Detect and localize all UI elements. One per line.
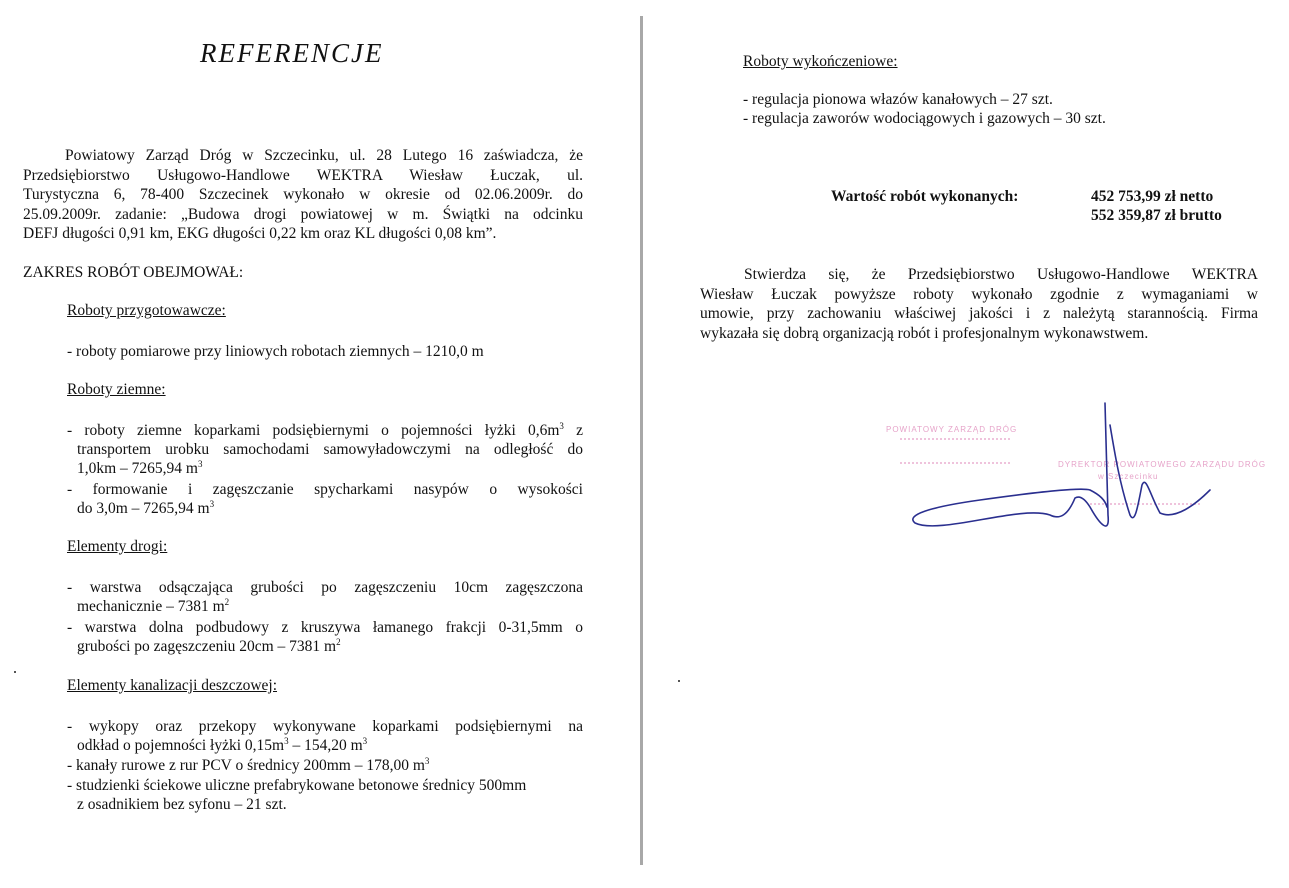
director-stamp: DYREKTOR POWIATOWEGO ZARZĄDU DRÓG xyxy=(1058,460,1267,469)
intro-paragraph xyxy=(23,146,583,244)
item-text: do 3,0m – 7265,94 m xyxy=(77,500,210,517)
section-heading-drainage: Elementy kanalizacji deszczowej: xyxy=(67,677,278,694)
list-item: - roboty pomiarowe przy liniowych robotach ziemnych – 1210,0 m xyxy=(67,343,484,360)
item-text: - roboty ziemne koparkami podsiębiernymi o pojemności łyżki 0,6m xyxy=(67,422,560,439)
conclusion-line: Stwierdza się, że Przedsiębiorstwo Usługowo-Handlowe WEKTRA xyxy=(744,266,1258,283)
list-item xyxy=(67,578,583,616)
conclusion-line: wykazała się dobrą organizacją robót i profesjonalnym wykonawstwem. xyxy=(700,324,1149,342)
list-item: - regulacja pionowa włazów kanałowych – 27 szt. xyxy=(743,91,1053,108)
list-item: - regulacja zaworów wodociągowych i gazowych – 30 szt. xyxy=(743,110,1106,127)
intro-line: Turystyczna 6, 78-400 Szczecinek wykonało w okresie od 02.06.2009r. do xyxy=(23,186,583,203)
signature xyxy=(900,395,1230,540)
section-heading-finishing: Roboty wykończeniowe: xyxy=(743,53,898,70)
list-item xyxy=(67,618,583,656)
value-netto: 452 753,99 zł netto xyxy=(1091,188,1214,205)
list-item xyxy=(67,776,587,814)
item-text: - formowanie i zagęszczanie spycharkami nasypów o wysokości xyxy=(67,481,583,498)
section-heading-prep: Roboty przygotowawcze: xyxy=(67,302,226,319)
intro-line: DEFJ długości 0,91 km, EKG długości 0,22 km oraz KL długości 0,08 km”. xyxy=(23,225,497,242)
item-text: mechanicznie – 7381 m xyxy=(77,598,225,615)
item-text: 1,0km – 7265,94 m xyxy=(77,460,198,477)
intro-line: 25.09.2009r. zadanie: „Budowa drogi powiatowej w m. Świątki na odcinku xyxy=(23,205,583,223)
item-text: grubości po zagęszczeniu 20cm – 7381 m xyxy=(77,638,337,655)
item-text: - kanały rurowe z rur PCV o średnicy 200mm – 178,00 m xyxy=(67,757,425,774)
list-item xyxy=(67,421,583,478)
scan-speck xyxy=(14,671,16,673)
item-text: z osadnikiem bez syfonu – 21 szt. xyxy=(77,796,287,813)
superscript: 3 xyxy=(559,420,564,431)
superscript: 3 xyxy=(198,458,203,469)
intro-line: Przedsiębiorstwo Usługowo-Handlowe WEKTRA Wiesław Łuczak, ul. xyxy=(23,166,583,184)
item-text: - warstwa odsączająca grubości po zagęszczeniu 10cm zagęszczona xyxy=(67,579,583,596)
item-text: transportem urobku samochodami samowyładowczymi na odległość do xyxy=(77,441,583,458)
item-text: odkład o pojemności łyżki 0,15m xyxy=(77,737,285,754)
superscript: 3 xyxy=(284,735,289,746)
org-stamp: POWIATOWY ZARZĄD DRÓG xyxy=(886,425,1018,434)
list-item xyxy=(67,756,583,775)
item-text: - studzienki ściekowe uliczne prefabrykowane betonowe średnicy 500mm xyxy=(67,777,527,794)
item-text: – 154,20 m xyxy=(288,737,363,754)
value-label: Wartość robót wykonanych: xyxy=(831,188,1019,205)
item-text: - warstwa dolna podbudowy z kruszywa łamanego frakcji 0-31,5mm o xyxy=(67,619,583,636)
item-text: z xyxy=(563,422,583,439)
superscript: 3 xyxy=(362,735,368,746)
section-heading-earth: Roboty ziemne: xyxy=(67,381,166,398)
section-heading-road: Elementy drogi: xyxy=(67,538,168,555)
signature-stroke xyxy=(913,403,1210,526)
intro-line: Powiatowy Zarząd Dróg w Szczecinku, ul. 28 Lutego 16 zaświadcza, że xyxy=(65,147,583,164)
list-item xyxy=(67,717,583,755)
list-item xyxy=(67,480,583,518)
document-title: REFERENCJE xyxy=(200,38,384,68)
value-brutto: 552 359,87 zł brutto xyxy=(1091,207,1222,224)
superscript: 2 xyxy=(336,636,341,647)
item-text: - wykopy oraz przekopy wykonywane koparkami podsiębiernymi na xyxy=(67,718,583,735)
conclusion-line: Wiesław Łuczak powyższe roboty wykonało zgodnie z wymaganiami w xyxy=(700,285,1258,303)
director-stamp-city: w Szczecinku xyxy=(1098,472,1159,481)
conclusion-paragraph xyxy=(700,265,1258,343)
conclusion-line: umowie, przy zachowaniu właściwej jakości i z należytą starannością. Firma xyxy=(700,305,1258,322)
scope-heading: ZAKRES ROBÓT OBEJMOWAŁ: xyxy=(23,264,244,281)
superscript: 3 xyxy=(424,755,430,766)
scan-speck xyxy=(678,680,680,682)
page-divider xyxy=(640,16,643,865)
superscript: 3 xyxy=(209,498,215,509)
superscript: 2 xyxy=(224,596,230,607)
